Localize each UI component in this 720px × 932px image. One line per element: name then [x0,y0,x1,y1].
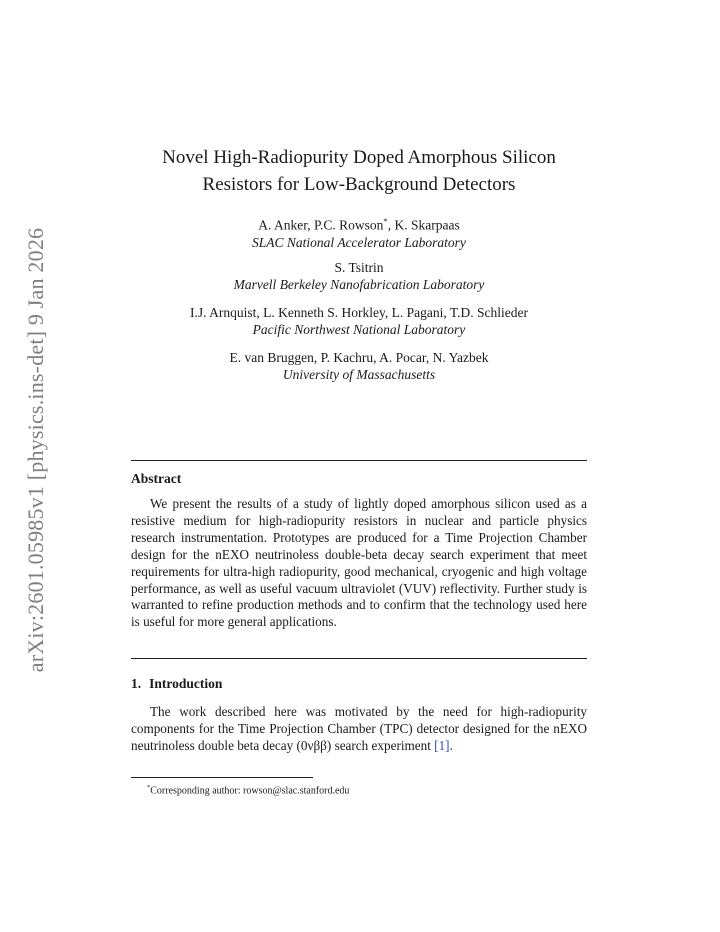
abstract-bottom-rule [131,658,587,659]
citation-link[interactable]: [1] [434,738,450,754]
arxiv-sidebar [0,0,70,932]
section-heading-introduction [131,676,222,692]
author-institution: Pacific Northwest National Laboratory [252,322,466,337]
author-names: E. van Bruggen, P. Kachru, A. Pocar, N. Yazbek [229,350,489,365]
footnote [147,781,349,797]
abstract-top-rule [131,460,587,461]
introduction-paragraph: The work described here was motivated by the need for high-radiopurity components for the Time Projection Chamber (TPC) detector designed for the nEXO neutrinoless double beta decay (0νββ) search experiment [1]. [131,704,587,754]
title-line-2: Resistors for Low-Background Detectors [202,174,516,195]
author-block-umass [131,349,587,383]
author-institution: University of Massachusetts [282,367,436,382]
footnote-rule [131,777,313,778]
section-number: 1. [131,676,142,691]
author-block-marvell [131,259,587,293]
abstract-heading: Abstract [131,471,182,486]
author-institution: SLAC National Accelerator Laboratory [252,234,466,250]
abstract-text: We present the results of a study of lightly doped amorphous silicon used as a resistive medium for high-radiopurity resistors in nuclear and particle physics research instrumentation. Prototypes are produced for a Time Projection Chamber design for the nEXO neutrinoless double-beta decay search experiment that meet requirements for ultra-high radiopurity, good mechanical, cryogenic and high voltage performance, as well as useful vacuum ultraviolet (VUV) reflectivity. Further study is warranted to refine production methods and to confirm that the technology used here is useful for more general applications. [131,496,587,630]
paper-title [131,144,587,198]
author-block-slac [131,213,587,251]
title-line-1: Novel High-Radiopurity Doped Amorphous Silicon [162,147,556,168]
arxiv-identifier: arXiv:2601.05985v1 [physics.ins-det] 9 Jan 2026 [23,227,48,673]
section-title: Introduction [149,676,223,691]
author-names: S. Tsitrin [334,260,384,275]
footnote-text: Corresponding author: rowson@slac.stanford.edu [150,785,350,797]
corresponding-mark: * [383,216,388,226]
author-institution: Marvell Berkeley Nanofabrication Laboratory [233,277,485,292]
author-names: A. Anker, P.C. Rowson*, K. Skarpaas [258,216,460,233]
author-names: I.J. Arnquist, L. Kenneth S. Horkley, L. Pagani, T.D. Schlieder [190,305,528,320]
footnote-mark: * [147,784,151,791]
author-block-pnnl [131,304,587,338]
